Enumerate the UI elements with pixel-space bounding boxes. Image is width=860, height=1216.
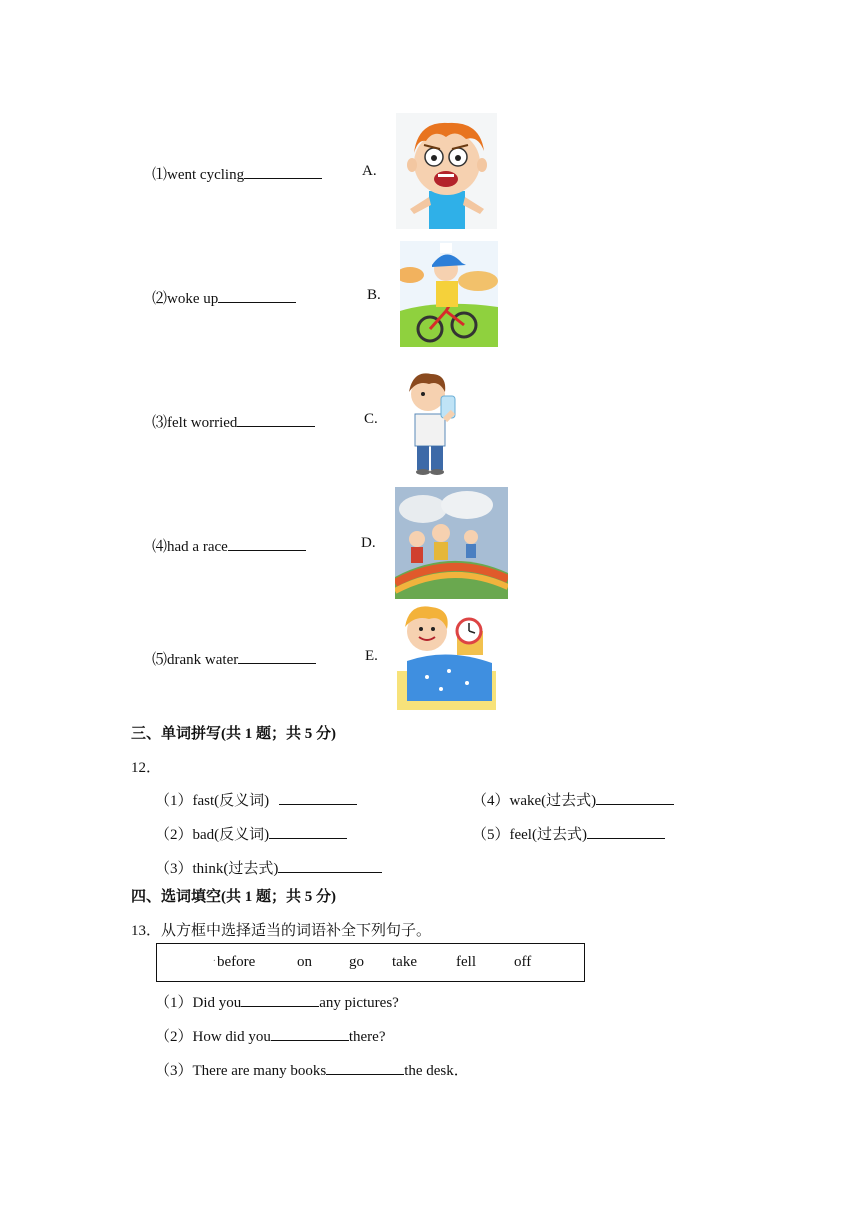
spelling-item-1 (155, 789, 357, 810)
boy-drinking-image (395, 364, 475, 476)
answer-blank[interactable] (218, 288, 296, 303)
item-text: had a race (167, 539, 228, 555)
item-number: ⑸ (152, 652, 168, 668)
sentence-1 (155, 991, 399, 1012)
answer-blank[interactable] (271, 1026, 349, 1041)
answer-blank[interactable] (587, 824, 665, 839)
answer-blank[interactable] (244, 164, 322, 179)
item-label: （1）fast(反义词) (155, 793, 270, 809)
boy-waking-up-image (397, 601, 496, 710)
option-letter-e: E. (365, 648, 378, 664)
sentence-start: （1）Did you (155, 995, 242, 1011)
sentence-end: any pictures? (319, 995, 399, 1011)
worried-boy-image (396, 113, 497, 229)
word-on: on (297, 954, 312, 970)
matching-item-2 (152, 287, 296, 308)
option-letter-c: C. (364, 411, 378, 427)
sentence-2 (155, 1025, 385, 1046)
sentence-end: the desk． (404, 1063, 469, 1079)
item-label: （5）feel(过去式) (472, 827, 587, 843)
question-number-13: 13． (131, 923, 162, 939)
item-number: ⑵ (152, 291, 168, 307)
item-number: ⑷ (152, 539, 168, 555)
answer-blank[interactable] (326, 1060, 404, 1075)
spelling-item-4 (472, 789, 674, 810)
answer-blank[interactable] (596, 790, 674, 805)
word-before: before (217, 954, 256, 970)
item-text: woke up (167, 291, 219, 307)
instruction-text: 从方框中选择适当的词语补全下列句子。 (161, 923, 432, 939)
kids-racing-image (395, 487, 508, 599)
question-13-instruction (131, 919, 431, 940)
word-go: go (349, 954, 364, 970)
answer-blank[interactable] (279, 790, 357, 805)
sentence-3 (155, 1059, 469, 1080)
spelling-item-2 (155, 823, 347, 844)
item-label: （3）think(过去式) (155, 861, 279, 877)
option-letter-b: B. (367, 287, 381, 303)
answer-blank[interactable] (237, 412, 315, 427)
item-label: （2）bad(反义词) (155, 827, 270, 843)
word-take: take (392, 954, 417, 970)
word-fell: fell (456, 954, 476, 970)
matching-item-3 (152, 411, 315, 432)
spelling-item-5 (472, 823, 665, 844)
item-number: ⑶ (152, 415, 168, 431)
item-label: （4）wake(过去式) (472, 793, 597, 809)
answer-blank[interactable] (278, 858, 382, 873)
word-off: off (514, 954, 532, 970)
section-heading-spelling: 三、单词拼写(共 1 题；共 5 分) (131, 726, 336, 742)
answer-blank[interactable] (238, 649, 316, 664)
boy-cycling-image (400, 241, 498, 347)
section-heading-fill-in: 四、选词填空(共 1 题；共 5 分) (131, 889, 336, 905)
sentence-start: （2）How did you (155, 1029, 271, 1045)
option-letter-d: D. (361, 535, 376, 551)
answer-blank[interactable] (228, 536, 306, 551)
stray-dot: . (213, 952, 216, 964)
answer-blank[interactable] (241, 992, 319, 1007)
answer-blank[interactable] (269, 824, 347, 839)
question-number-12: 12． (131, 760, 162, 776)
sentence-start: （3）There are many books (155, 1063, 327, 1079)
matching-item-1 (152, 163, 322, 184)
sentence-end: there? (348, 1029, 386, 1045)
item-number: ⑴ (152, 167, 168, 183)
item-text: felt worried (167, 415, 238, 431)
spelling-item-3 (155, 857, 382, 878)
matching-item-4 (152, 535, 306, 556)
item-text: went cycling (167, 167, 245, 183)
word-bank-box (156, 943, 585, 982)
matching-item-5 (152, 648, 316, 669)
option-letter-a: A. (362, 163, 377, 179)
item-text: drank water (167, 652, 239, 668)
